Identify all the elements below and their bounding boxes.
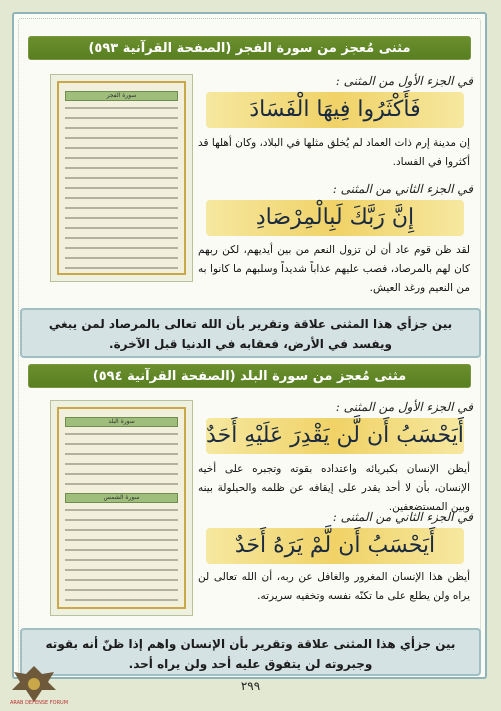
section1-header: مثنى مُعجز من سورة الفجر (الصفحة القرآنية ٥٩٣): [28, 36, 471, 60]
section1-verse2: إِنَّ رَبَّكَ لَبِالْمِرْصَادِ: [206, 200, 464, 236]
section1-summary: بين جزأي هذا المثنى علاقة وتقرير بأن الله تعالى بالمرصاد لمن يبغي ويفسد في الأرض، فعقابه في الدنيا قبل الآخرة.: [20, 308, 481, 358]
section1-verse1: فَأَكْثَرُوا فِيهَا الْفَسَادَ: [206, 92, 464, 128]
quran-page-thumbnail-fajr: [50, 74, 193, 282]
section2-part1-label: في الجزء الأول من المثنى :: [335, 400, 473, 414]
section2-paragraph1: أيظن الإنسان بكبريائه واعتداده بقوته وتجبره على أخيه الإنسان، بأن لا أحد يقدر على إيقافه عن ظلمه والحيلولة بينه وبين المستضعفين.: [198, 463, 470, 513]
section2-paragraph2: أيظن هذا الإنسان المغرور والغافل عن ربه، أن الله تعالى لن يراه ولن يطلع على ما تكنّه نفسه وتخفيه سريرته.: [198, 571, 470, 602]
page-number: ٢٩٩: [240, 679, 261, 693]
thumb2-surah-title-2: سورة الشمس: [65, 493, 178, 503]
section2-verse1: أَيَحْسَبُ أَن لَّن يَقْدِرَ عَلَيْهِ أَحَدٌ: [206, 418, 464, 454]
quran-page-thumbnail-balad: [50, 400, 193, 616]
thumb-surah-title: سورة الفجر: [65, 91, 178, 101]
section1-paragraph1: إن مدينة إرم ذات العماد لم يُخلق مثلها في البلاد، وكان أهلها قد أكثروا في الفساد.: [198, 137, 470, 168]
section2-header: مثنى مُعجز من سورة البلد (الصفحة القرآنية ٥٩٤): [28, 364, 471, 388]
section1-part1-label: في الجزء الأول من المثنى :: [335, 74, 473, 88]
section2-verse2: أَيَحْسَبُ أَن لَّمْ يَرَهُ أَحَدٌ: [206, 528, 464, 564]
section1-part2-label: في الجزء الثاني من المثنى :: [332, 182, 473, 196]
section1-paragraph2: لقد ظن قوم عاد أن لن تزول النعم من بين أيديهم، لكن ربهم كان لهم بالمرصاد، فصب عليهم عذاباً شديداً وسلبهم ما كانوا به من النعيم ورغد العيش.: [198, 244, 470, 294]
logo-caption: ARAB DEFENSE FORUM: [9, 700, 69, 706]
section2-part2-label: في الجزء الثاني من المثنى :: [332, 510, 473, 524]
thumb2-surah-title: سورة البلد: [65, 417, 178, 427]
section2-summary: بين جزأي هذا المثنى علاقة وتقرير بأن الإنسان واهم إذا ظنّ أنه بقوته وجبروته لن يتفوق عليه أحد ولن يراه أحد.: [20, 628, 481, 676]
